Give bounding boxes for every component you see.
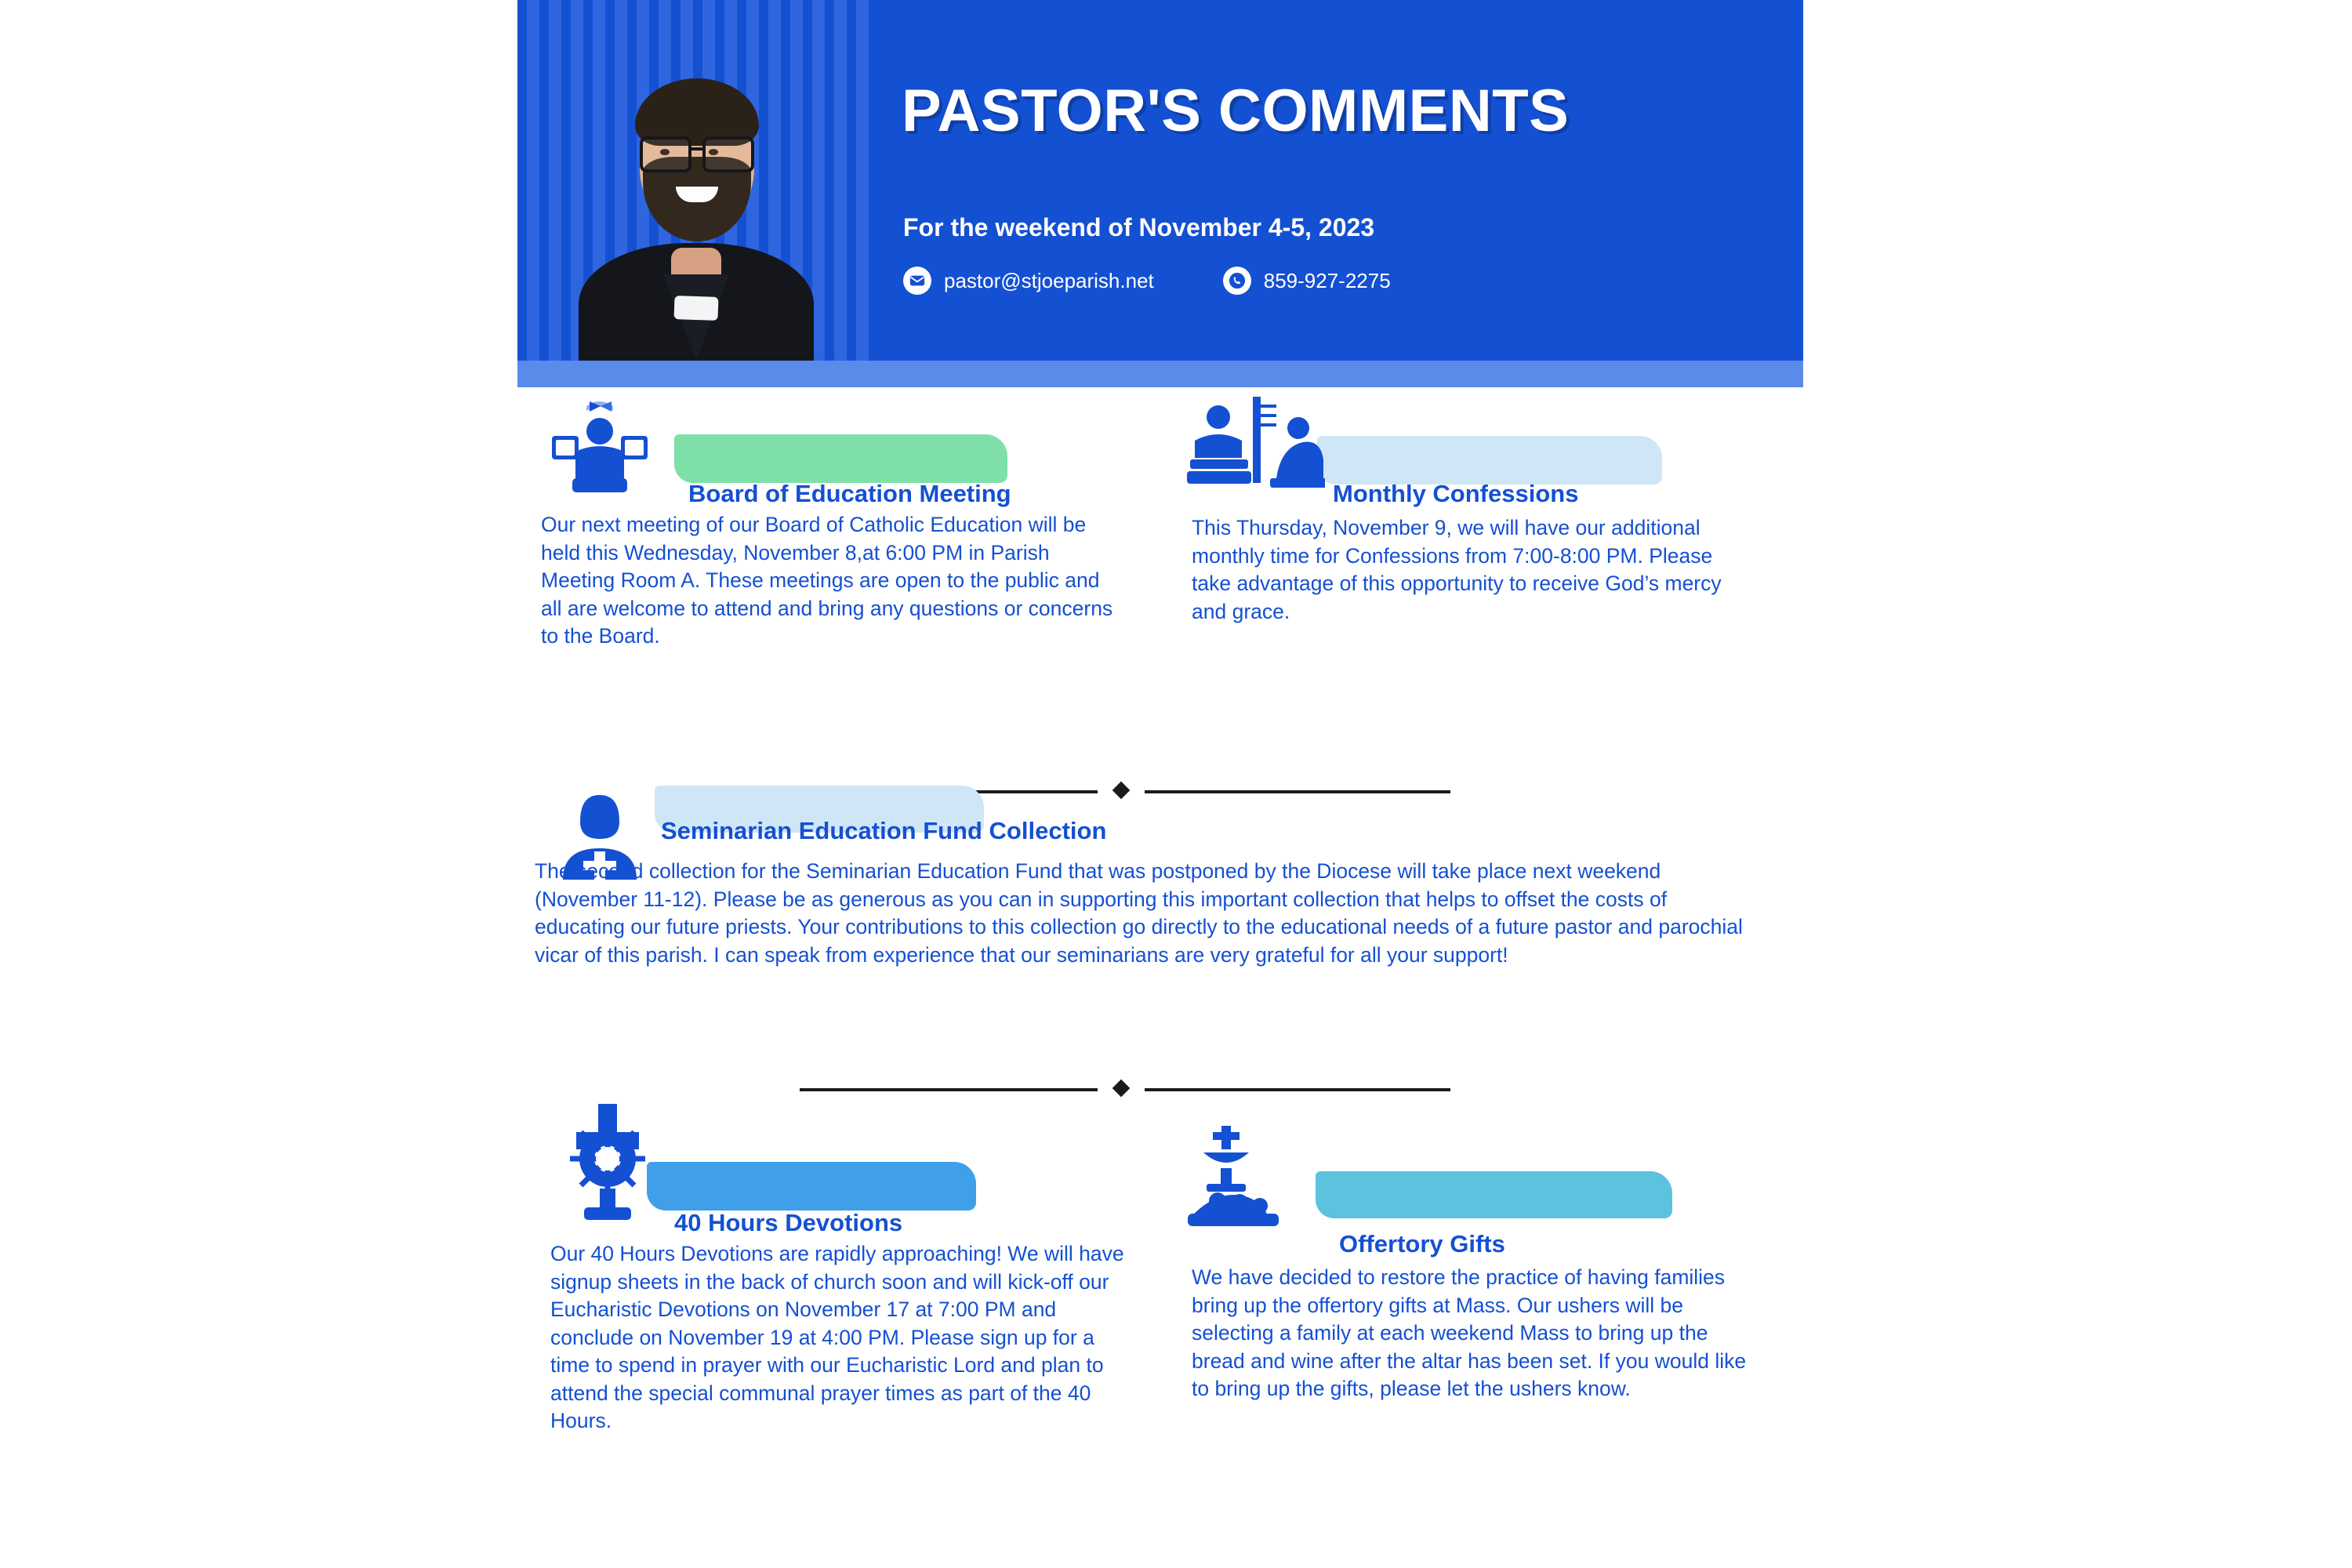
contact-row xyxy=(903,267,1391,295)
email-contact[interactable] xyxy=(903,267,1154,295)
divider-line-right xyxy=(1145,1088,1450,1091)
portrait-glasses-icon xyxy=(638,136,756,168)
diamond-divider-icon xyxy=(1112,782,1131,800)
brush-stroke-offertory-gifts xyxy=(1316,1171,1672,1218)
glasses-lens-right xyxy=(702,136,754,172)
person-with-books-icon xyxy=(541,395,659,497)
envelope-icon xyxy=(903,267,931,295)
monstrance-cross-icon xyxy=(545,1101,670,1226)
divider-2 xyxy=(517,1077,1803,1101)
section-title-40-hours: 40 Hours Devotions xyxy=(674,1209,903,1236)
divider-line-right xyxy=(1145,790,1450,793)
brush-stroke-board-of-education xyxy=(674,434,1007,483)
section-title-monthly-confessions: Monthly Confessions xyxy=(1333,480,1579,507)
phone-contact[interactable] xyxy=(1223,267,1391,295)
diamond-divider-icon xyxy=(1112,1080,1131,1098)
section-title-board-of-education: Board of Education Meeting xyxy=(688,480,1011,507)
brush-stroke-monthly-confessions xyxy=(1317,436,1662,485)
section-body-seminarian-fund: The second collection for the Seminarian Education Fund that was postponed by the Diocese will take place next weekend (November 11-12). Please be as generous as you can in supporting this important collection that helps to offset the costs of educating our future priests. Your contributions to this collection go directly to the educational needs of a future pastor and parochial vicar of this parish. I can speak from experience that our seminarians are very grateful for all your support! xyxy=(535,859,1743,967)
header-banner xyxy=(517,0,1803,361)
brush-stroke-40-hours xyxy=(647,1162,976,1210)
phone-text: 859-927-2275 xyxy=(1263,268,1391,292)
glasses-lens-left xyxy=(640,136,691,172)
section-title-seminarian-fund: Seminarian Education Fund Collection xyxy=(661,817,1107,844)
confessional-icon xyxy=(1184,397,1325,495)
portrait-roman-collar xyxy=(673,296,718,321)
section-body-40-hours: Our 40 Hours Devotions are rapidly approaching! We will have signup sheets in the back of church soon and will kick-off our Eucharistic Devotions on November 17 at 7:00 PM and conclude on November 19 at 4:00 PM. Please sign up for a time to spend in prayer with our Eucharistic Lord and plan to attend the special communal prayer times as part of the 40 Hours. xyxy=(550,1242,1124,1432)
page-title: PASTOR'S COMMENTS xyxy=(902,78,1570,144)
section-title-offertory-gifts: Offertory Gifts xyxy=(1339,1230,1505,1258)
section-body-board-of-education: Our next meeting of our Board of Catholic Education will be held this Wednesday, November 8,at 6:00 PM in Parish Meeting Room A. These meetings are open to the public and all are welcome to attend and bring any questions or concerns to the Board. xyxy=(541,513,1113,648)
chalice-and-bread-icon xyxy=(1180,1123,1305,1232)
phone-icon xyxy=(1223,267,1251,295)
section-body-monthly-confessions: This Thursday, November 9, we will have our additional monthly time for Confessions from 7:00-8:00 PM. Please take advantage of this opportunity to receive God’s mercy and grace. xyxy=(1192,516,1722,623)
section-body-offertory-gifts: We have decided to restore the practice of having families bring up the offertory gifts at Mass. Our ushers will be selecting a family at each weekend Mass to bring up the bread and wine after the altar has been set. If you would like to bring up the gifts, please let the ushers know. xyxy=(1192,1265,1747,1400)
divider-line-left xyxy=(800,1088,1098,1091)
pastor-portrait xyxy=(579,33,814,361)
header-accent-bar xyxy=(517,361,1803,387)
header-subtitle: For the weekend of November 4-5, 2023 xyxy=(903,213,1375,241)
email-text: pastor@stjoeparish.net xyxy=(944,268,1154,292)
